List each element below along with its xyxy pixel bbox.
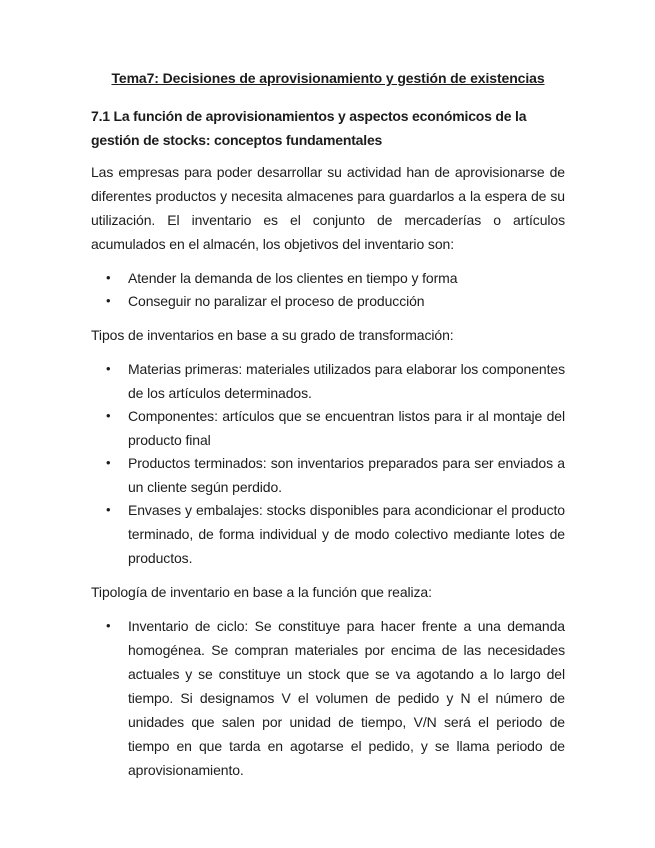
typology-list — [91, 614, 565, 782]
bullet-icon: • — [106, 408, 111, 423]
list-item-text: Inventario de ciclo: Se constituye para hacer frente a una demanda homogénea. Se compran materiales por encima de las necesidades actuales y se constituye un stock que se va agotando a lo largo del tiempo. Si designamos V el volumen de pedido y N el número de unidades que salen por unidad de tiempo, V/N será el periodo de tiempo en que tarda en agotarse el pedido, y se llama periodo de aprovisionamiento. — [128, 618, 565, 778]
list-item — [91, 614, 565, 782]
list-item — [91, 289, 565, 313]
list-item — [91, 498, 565, 570]
intro-paragraph: Las empresas para poder desarrollar su actividad han de aprovisionarse de diferentes productos y necesita almacenes para guardarlos a la espera de su utilización. El inventario es el conjunto de mercaderías o artículos acumulados en el almacén, los objetivos del inventario son: — [91, 164, 565, 252]
typology-intro: Tipología de inventario en base a la función que realiza: — [91, 584, 432, 600]
list-item — [91, 266, 565, 290]
bullet-icon: • — [106, 455, 111, 470]
list-item-text: Atender la demanda de los clientes en tiempo y forma — [128, 270, 458, 286]
list-item-text: Envases y embalajes: stocks disponibles para acondicionar el producto terminado, de forma individual y de modo colectivo mediante lotes de productos. — [128, 502, 565, 566]
bullet-icon: • — [106, 361, 111, 376]
types-list — [91, 357, 565, 570]
list-item — [91, 357, 565, 405]
list-item-text: Componentes: artículos que se encuentran listos para ir al montaje del producto final — [128, 408, 565, 448]
list-item-text: Productos terminados: son inventarios preparados para ser enviados a un cliente según perdido. — [128, 455, 565, 495]
bullet-icon: • — [106, 502, 111, 517]
bullet-icon: • — [106, 270, 111, 285]
list-item — [91, 404, 565, 452]
list-item-text: Materias primeras: materiales utilizados para elaborar los componentes de los artículos determinados. — [128, 361, 565, 401]
bullet-icon: • — [106, 293, 111, 308]
objectives-list — [91, 266, 565, 313]
document-title: Tema7: Decisiones de aprovisionamiento y gestión de existencias — [111, 70, 545, 86]
document-page — [91, 68, 565, 792]
list-item — [91, 451, 565, 499]
bullet-icon: • — [106, 618, 111, 633]
types-intro: Tipos de inventarios en base a su grado de transformación: — [91, 327, 454, 343]
section-heading: 7.1 La función de aprovisionamientos y aspectos económicos de la gestión de stocks: conceptos fundamentales — [91, 108, 527, 148]
list-item-text: Conseguir no paralizar el proceso de producción — [128, 293, 425, 309]
